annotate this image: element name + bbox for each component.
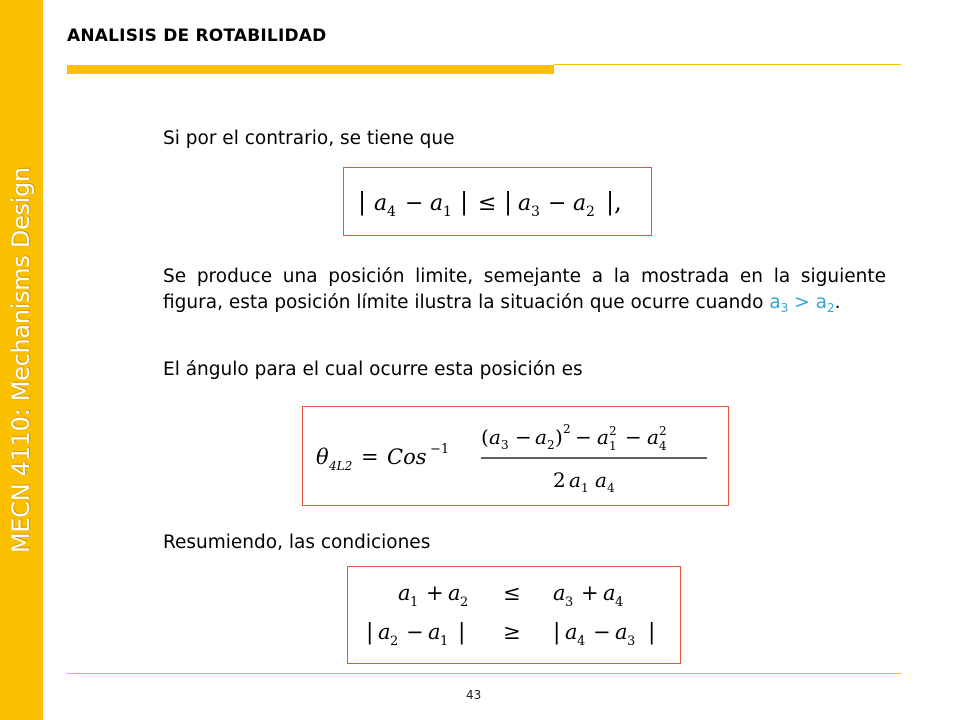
svg-text:a: a bbox=[448, 581, 461, 605]
title-underline-line bbox=[554, 64, 901, 65]
svg-text:1: 1 bbox=[440, 634, 449, 649]
conditions-equation bbox=[347, 566, 681, 664]
svg-text:2: 2 bbox=[586, 204, 595, 220]
svg-text:a: a bbox=[573, 191, 587, 216]
svg-text:a: a bbox=[378, 620, 391, 644]
svg-text:|: | bbox=[553, 620, 561, 645]
svg-text:2: 2 bbox=[553, 468, 566, 492]
intro-text: Si por el contrario, se tiene que bbox=[163, 128, 455, 149]
svg-text:≤: ≤ bbox=[478, 191, 497, 216]
svg-text:a: a bbox=[565, 620, 578, 644]
sidebar-band bbox=[0, 0, 43, 720]
svg-text:4: 4 bbox=[607, 481, 615, 495]
svg-text:a: a bbox=[603, 581, 616, 605]
svg-text:+: + bbox=[426, 581, 444, 605]
svg-text:4: 4 bbox=[659, 439, 667, 453]
svg-text:4: 4 bbox=[577, 634, 586, 649]
svg-text:a: a bbox=[535, 425, 547, 449]
svg-text:(: ( bbox=[481, 425, 489, 449]
svg-text:a: a bbox=[518, 191, 532, 216]
svg-text:|: | bbox=[458, 620, 466, 645]
svg-text:3: 3 bbox=[531, 204, 540, 220]
svg-text:2: 2 bbox=[563, 422, 571, 436]
title-underline-bar bbox=[67, 65, 554, 74]
svg-text:3: 3 bbox=[627, 634, 636, 649]
footer-divider bbox=[67, 673, 901, 674]
svg-text:−: − bbox=[575, 425, 592, 449]
course-title: MECN 4110: Mechanisms Design bbox=[7, 167, 35, 553]
svg-text:4: 4 bbox=[615, 595, 624, 610]
svg-text:−: − bbox=[406, 620, 424, 644]
svg-text:a: a bbox=[374, 191, 388, 216]
svg-text:2: 2 bbox=[659, 424, 667, 438]
svg-text:2: 2 bbox=[547, 438, 555, 452]
svg-text:≥: ≥ bbox=[503, 620, 521, 644]
summary-text: Resumiendo, las condiciones bbox=[163, 532, 431, 553]
svg-text:4L2: 4L2 bbox=[329, 459, 353, 473]
svg-text:+: + bbox=[581, 581, 599, 605]
svg-text:3: 3 bbox=[501, 438, 509, 452]
svg-text:a: a bbox=[428, 620, 441, 644]
svg-text:): ) bbox=[555, 425, 563, 449]
svg-text:a: a bbox=[595, 468, 607, 492]
var-a3: $a_3$ bbox=[769, 292, 789, 315]
svg-text:−: − bbox=[405, 191, 424, 216]
svg-text:|: | bbox=[504, 188, 513, 216]
svg-text:−: − bbox=[515, 425, 532, 449]
page-number: 43 bbox=[466, 688, 482, 702]
svg-text:2: 2 bbox=[390, 634, 399, 649]
angle-text: El ángulo para el cual ocurre esta posición es bbox=[163, 359, 583, 380]
svg-text:a: a bbox=[430, 191, 444, 216]
svg-text:a: a bbox=[597, 425, 609, 449]
svg-text:3: 3 bbox=[565, 595, 574, 610]
svg-text:|: | bbox=[648, 620, 656, 645]
svg-text:−: − bbox=[625, 425, 642, 449]
svg-text:a: a bbox=[615, 620, 628, 644]
svg-text:|: | bbox=[358, 188, 367, 216]
svg-text:|: | bbox=[460, 188, 469, 216]
svg-text:a: a bbox=[489, 425, 501, 449]
svg-text:Cos: Cos bbox=[387, 445, 427, 469]
limit-position-paragraph: Se produce una posición limite, semejante a la mostrada en la siguiente figura, esta posición límite ilustra la situación que ocurre cuando $a_3 > a_2$. bbox=[163, 266, 886, 315]
svg-text:1: 1 bbox=[443, 204, 452, 220]
var-a2: $a_2$ bbox=[815, 292, 835, 315]
angle-equation bbox=[302, 406, 729, 506]
svg-text:a: a bbox=[553, 581, 566, 605]
svg-text:1: 1 bbox=[581, 481, 589, 495]
svg-text:θ: θ bbox=[316, 445, 329, 469]
svg-text:a: a bbox=[398, 581, 411, 605]
svg-text:2: 2 bbox=[460, 595, 469, 610]
svg-text:2: 2 bbox=[609, 424, 617, 438]
svg-text:4: 4 bbox=[387, 204, 396, 220]
svg-text:=: = bbox=[361, 445, 379, 469]
svg-text:−: − bbox=[593, 620, 611, 644]
svg-text:1: 1 bbox=[410, 595, 419, 610]
svg-text:|,: |, bbox=[606, 188, 622, 216]
svg-text:1: 1 bbox=[609, 439, 617, 453]
svg-text:−: − bbox=[548, 191, 567, 216]
svg-text:a: a bbox=[569, 468, 581, 492]
svg-text:|: | bbox=[366, 620, 374, 645]
svg-text:−1: −1 bbox=[430, 442, 450, 457]
inequality-equation bbox=[343, 167, 652, 236]
svg-text:≤: ≤ bbox=[503, 581, 521, 605]
svg-text:a: a bbox=[647, 425, 659, 449]
slide-title: ANALISIS DE ROTABILIDAD bbox=[67, 26, 327, 46]
